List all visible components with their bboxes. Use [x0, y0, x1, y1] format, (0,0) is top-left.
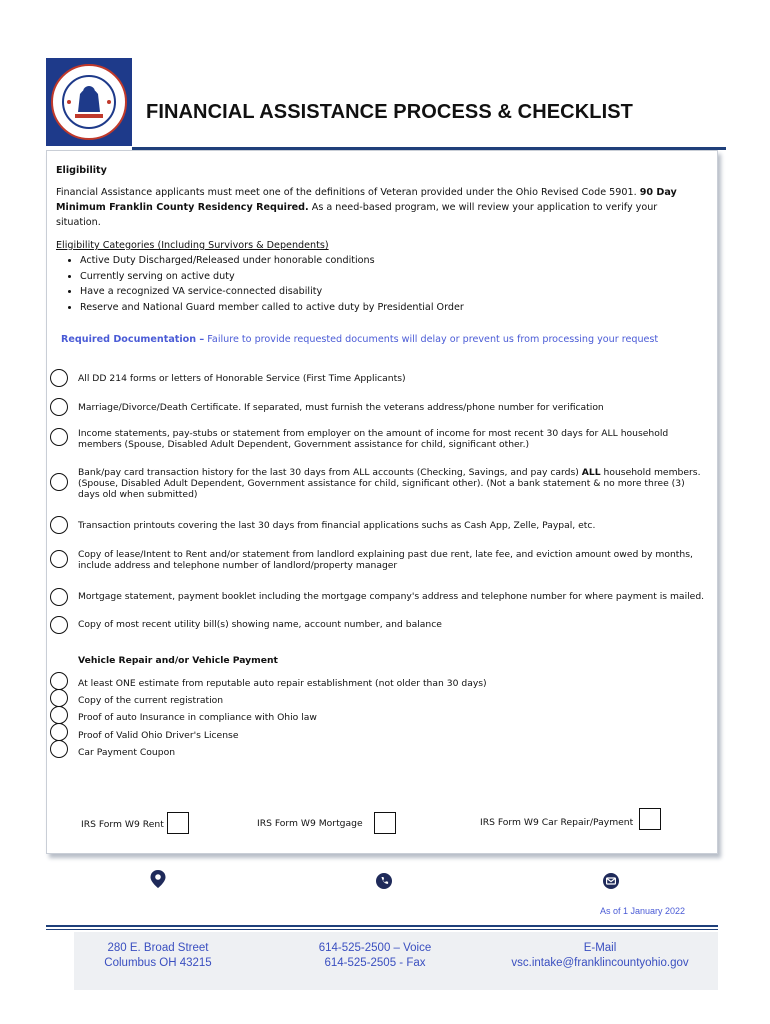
- county-logo: [46, 58, 132, 146]
- checklist-item-income-1: Income statements, pay-stubs or statement from employer on the amount of income for most recent 30 days for ALL household: [78, 428, 669, 439]
- checkbox-registration[interactable]: [50, 689, 68, 707]
- footer-address: [88, 941, 228, 971]
- required-documentation: [61, 332, 658, 347]
- seal-icon: [49, 62, 129, 142]
- checkbox-dd214[interactable]: [50, 369, 68, 387]
- as-of-date: As of 1 January 2022: [600, 906, 686, 916]
- checklist-item-lease-1: Copy of lease/Intent to Rent and/or statement from landlord explaining past due rent, late fee, and eviction amount owed by months,: [78, 549, 693, 560]
- email-icon: [603, 872, 619, 890]
- checkbox-insurance[interactable]: [50, 706, 68, 724]
- bank-text-2: household members.: [603, 467, 701, 478]
- vehicle-heading: Vehicle Repair and/or Vehicle Payment: [78, 655, 278, 666]
- checklist-item-utility: Copy of most recent utility bill(s) showing name, account number, and balance: [78, 619, 442, 630]
- eligibility-text-2: As a need-based program, we will review your application to verify your: [311, 202, 658, 213]
- footer-divider-thin: [46, 929, 718, 930]
- categories-list: [62, 253, 464, 315]
- checkbox-marriage-cert[interactable]: [50, 398, 68, 416]
- category-item: • Have a recognized VA service-connected disability: [80, 284, 464, 300]
- footer-email: [490, 941, 710, 971]
- w9-rent-label: IRS Form W9 Rent: [81, 819, 164, 830]
- category-item: • Active Duty Discharged/Released under honorable conditions: [80, 253, 464, 269]
- eligibility-paragraph-line1: [56, 185, 677, 200]
- vehicle-item: Copy of the current registration: [78, 695, 224, 706]
- w9-rent-checkbox[interactable]: [167, 812, 189, 834]
- vehicle-item: Car Payment Coupon: [78, 747, 176, 758]
- checklist-item-mortgage: Mortgage statement, payment booklet including the mortgage company's address and telephone number for where payment is mailed.: [78, 591, 705, 602]
- w9-car-checkbox[interactable]: [639, 808, 661, 830]
- checkbox-car-payment[interactable]: [50, 740, 68, 758]
- checkbox-drivers-license[interactable]: [50, 723, 68, 741]
- category-item: • Reserve and National Guard member called to active duty by Presidential Order: [80, 300, 464, 316]
- checklist-item-bank-1: [78, 467, 701, 479]
- w9-mortgage-label: IRS Form W9 Mortgage: [257, 818, 363, 829]
- eligibility-paragraph-line3: situation.: [56, 217, 101, 228]
- eligibility-paragraph-line2: [56, 200, 657, 215]
- phone-icon: [376, 872, 392, 890]
- vehicle-item: Proof of auto Insurance in compliance with Ohio law: [78, 712, 317, 723]
- checkbox-bank-history[interactable]: [50, 473, 68, 491]
- residency-days: 90 Day: [639, 187, 677, 198]
- address-city: Columbus OH 43215: [104, 957, 212, 969]
- bank-text: Bank/pay card transaction history for the last 30 days from ALL accounts (Checking, Savings, and pay cards): [78, 467, 579, 478]
- page-title: FINANCIAL ASSISTANCE PROCESS & CHECKLIST: [146, 101, 633, 123]
- checklist-item-marriage: Marriage/Divorce/Death Certificate. If separated, must furnish the veterans address/phone number for verification: [78, 402, 604, 413]
- checklist-item-bank-2: (Spouse, Disabled Adult Dependent, Government assistance for child, significant other). (Not a bank statement & no more three (3): [78, 478, 685, 489]
- phone-voice: 614-525-2500 – Voice: [318, 942, 432, 954]
- phone-fax: 614-525-2505 - Fax: [324, 957, 426, 969]
- checkbox-income[interactable]: [50, 428, 68, 446]
- checkbox-transaction-printouts[interactable]: [50, 516, 68, 534]
- checklist-item-bank-3: days old when submitted): [78, 489, 198, 500]
- bank-all: ALL: [581, 467, 601, 478]
- vehicle-item: Proof of Valid Ohio Driver's License: [78, 730, 239, 741]
- category-item: • Currently serving on active duty: [80, 269, 464, 285]
- email-address[interactable]: vsc.intake@franklincountyohio.gov: [511, 957, 689, 969]
- checkbox-utility[interactable]: [50, 616, 68, 634]
- location-pin-icon: [150, 870, 166, 888]
- w9-mortgage-checkbox[interactable]: [374, 812, 396, 834]
- checkbox-lease[interactable]: [50, 550, 68, 568]
- w9-car-label: IRS Form W9 Car Repair/Payment: [480, 817, 634, 828]
- address-street: 280 E. Broad Street: [107, 942, 209, 954]
- checklist-item-income-2: members (Spouse, Disabled Adult Dependent, Government assistance for child, significant other.): [78, 439, 530, 450]
- eligibility-heading: Eligibility: [56, 165, 107, 176]
- email-label: E-Mail: [583, 942, 617, 954]
- categories-heading: Eligibility Categories (Including Survivors & Dependents): [56, 240, 329, 251]
- checklist-item-transactions: Transaction printouts covering the last 30 days from financial applications suchs as Cash App, Zelle, Paypal, etc.: [78, 520, 596, 531]
- required-note: Failure to provide requested documents will delay or prevent us from processing your request: [207, 334, 659, 345]
- checkbox-mortgage[interactable]: [50, 588, 68, 606]
- footer-phone: [305, 941, 445, 971]
- footer-divider: [46, 925, 718, 927]
- required-label: Required Documentation –: [61, 334, 205, 345]
- residency-requirement: Minimum Franklin County Residency Required.: [56, 202, 309, 213]
- checklist-item-dd214: All DD 214 forms or letters of Honorable Service (First Time Applicants): [78, 373, 406, 384]
- checklist-item-lease-2: include address and telephone number of landlord/property manager: [78, 560, 398, 571]
- eligibility-text: Financial Assistance applicants must meet one of the definitions of Veteran provided under the Ohio Revised Code 5901.: [56, 187, 637, 198]
- vehicle-item: At least ONE estimate from reputable auto repair establishment (not older than 30 days): [78, 678, 487, 689]
- checkbox-auto-estimate[interactable]: [50, 672, 68, 690]
